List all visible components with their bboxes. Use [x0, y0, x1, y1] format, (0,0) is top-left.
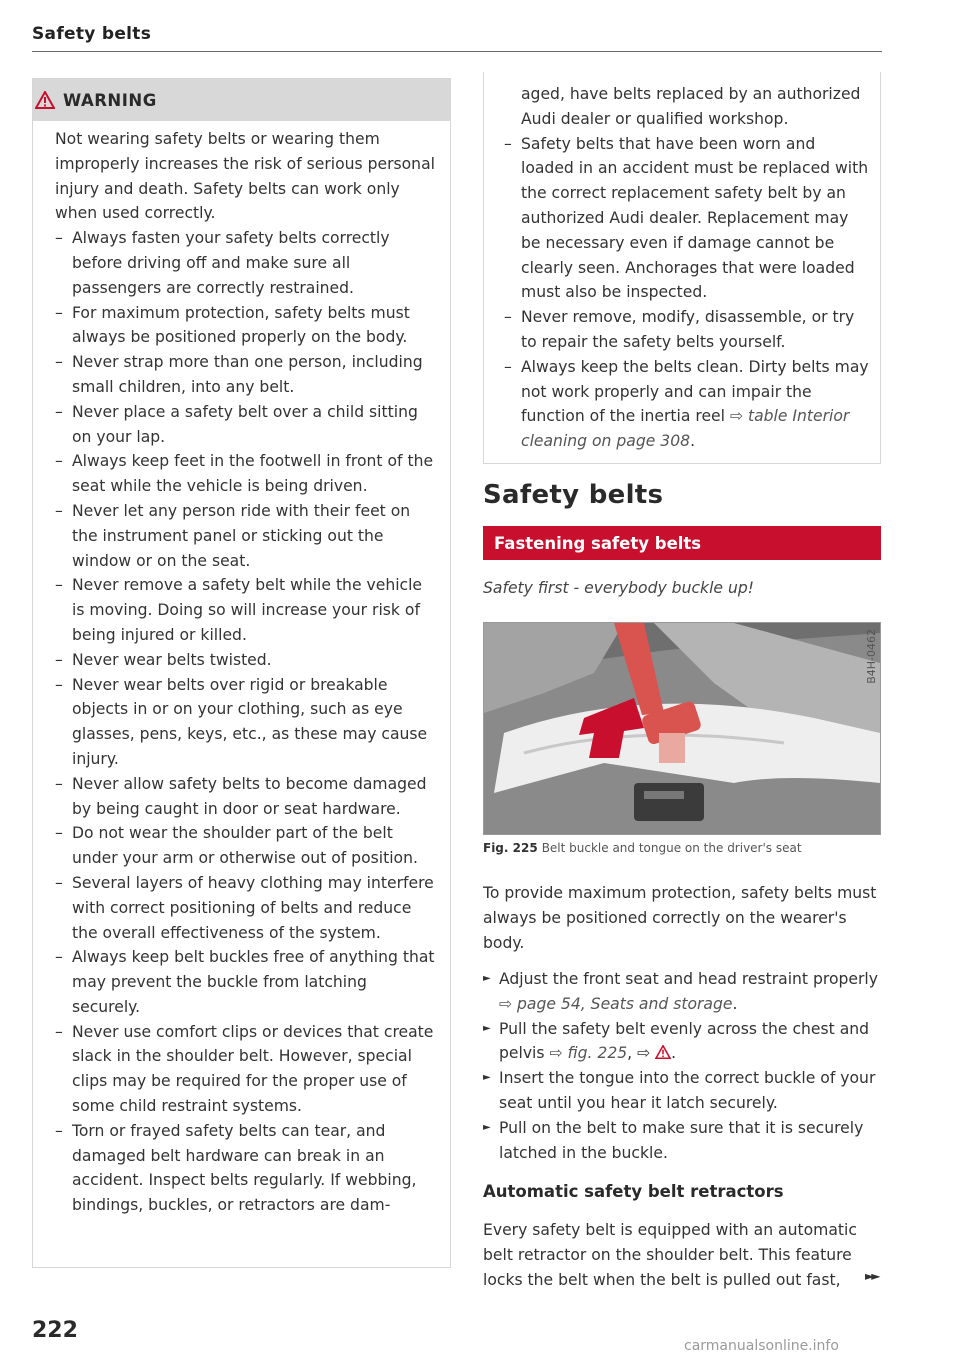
warning-item: – Never use comfort clips or devices that create slack in the shoulder belt. However, special clips may be required for the proper use of some child restraint systems.: [55, 1020, 438, 1119]
warning-item: – Always keep feet in the footwell in front of the seat while the vehicle is being driven.: [55, 449, 438, 499]
warning-item: – Always fasten your safety belts correctly before driving off and make sure all passengers are correctly restrained.: [55, 226, 438, 300]
step-item: ► Pull on the belt to make sure that it is securely latched in the buckle.: [483, 1116, 883, 1166]
cleaning-table-link[interactable]: ⇨ table Interior cleaning on page 308: [521, 407, 850, 451]
paragraph-text: Every safety belt is equipped with an automatic belt retractor on the shoulder belt. This feature locks the belt when the belt is pulled out fast,: [483, 1221, 857, 1289]
subsection-banner: Fastening safety belts: [483, 526, 881, 560]
belt-buckle-illustration: [484, 623, 880, 834]
figure-link[interactable]: ⇨ fig. 225: [549, 1044, 628, 1063]
watermark: carmanualsonline.info: [684, 1338, 839, 1354]
punctuation: , ⇨: [627, 1044, 651, 1063]
warning-item: – Always keep belt buckles free of anything that may prevent the buckle from latching securely.: [55, 945, 438, 1019]
warning-item: – Never place a safety belt over a child sitting on your lap.: [55, 400, 438, 450]
section-title: Safety belts: [483, 480, 664, 510]
step-text: Pull the safety belt evenly across the chest and pelvis: [499, 1019, 870, 1063]
warning-item: – For maximum protection, safety belts must always be positioned properly on the body.: [55, 301, 438, 351]
warning-ref-icon[interactable]: [655, 1045, 671, 1059]
warning-header: [33, 79, 450, 121]
warning-item-text: Always keep the belts clean. Dirty belts may not work properly and can impair the function of the inertia reel: [521, 357, 869, 426]
paragraph-text: To provide maximum protection, safety belts must always be positioned correctly on the wearer's body.: [483, 884, 877, 952]
warning-item: [504, 355, 870, 454]
warning-item: – Never wear belts twisted.: [55, 648, 438, 673]
warning-item: – Do not wear the shoulder part of the belt under your arm or otherwise out of position.: [55, 821, 438, 871]
punctuation: .: [690, 432, 696, 451]
warning-item: – Safety belts that have been worn and loaded in an accident must be replaced with the correct replacement safety belt by an authorized Audi dealer. Replacement may be necessary even if damage cannot be clearly seen. Anchorages that were loaded must also be inspected.: [504, 132, 870, 306]
figure-caption: [483, 841, 802, 855]
steps-list: [483, 967, 883, 1165]
intro-paragraph: [483, 881, 883, 955]
warning-triangle-icon: [35, 91, 55, 109]
warning-item: – Never remove, modify, disassemble, or try to repair the safety belts yourself.: [504, 305, 870, 355]
warning-list: [55, 226, 438, 1218]
warning-item: – Torn or frayed safety belts can tear, and damaged belt hardware can break in an accident. Inspect belts regularly. If webbing, bindings, buckles, or retractors are dam-: [55, 1119, 438, 1218]
warning-item: – Never wear belts over rigid or breakable objects in or on your clothing, such as eye glasses, pens, keys, etc., as these may cause injury.: [55, 673, 438, 772]
punctuation: .: [671, 1044, 677, 1063]
step-item: ► Insert the tongue into the correct buckle of your seat until you hear it latch securely.: [483, 1066, 883, 1116]
warning-item: – Several layers of heavy clothing may interfere with correct positioning of belts and reduce the overall effectiveness of the system.: [55, 871, 438, 945]
figure-belt-buckle: [483, 622, 881, 835]
seats-page-link[interactable]: ⇨ page 54, Seats and storage: [499, 994, 733, 1013]
warning-item: – Never allow safety belts to become damaged by being caught in door or seat hardware.: [55, 772, 438, 822]
subsection-tagline: Safety first - everybody buckle up!: [483, 579, 754, 597]
warning-continued-box: [483, 72, 881, 464]
warning-item: – Never remove a safety belt while the vehicle is moving. Doing so will increase your risk of being injured or killed.: [55, 573, 438, 647]
continue-arrow-icon: ►►: [865, 1269, 878, 1283]
page-number: 222: [32, 1318, 78, 1343]
figure-caption-text: Belt buckle and tongue on the driver's seat: [541, 841, 802, 855]
figure-caption-label: Fig. 225: [483, 841, 538, 855]
warning-intro: Not wearing safety belts or wearing them improperly increases the risk of serious personal injury and death. Safety belts can work only when used correctly.: [55, 130, 435, 223]
warning-item: – Never let any person ride with their feet on the instrument panel or sticking out the window or on the seat.: [55, 499, 438, 573]
warning-title: WARNING: [63, 90, 157, 110]
warning-box: [32, 78, 451, 1268]
warning-body: [33, 121, 450, 1218]
page-header-title: Safety belts: [32, 24, 152, 44]
warning-continued-list: [504, 132, 870, 454]
automatic-retractors-text: [483, 1218, 858, 1292]
punctuation: .: [732, 994, 738, 1013]
step-item: [483, 1017, 883, 1067]
steps-block: [483, 967, 883, 1165]
automatic-retractors-heading: Automatic safety belt retractors: [483, 1182, 784, 1201]
warning-item: – Never strap more than one person, including small children, into any belt.: [55, 350, 438, 400]
step-item: [483, 967, 883, 1017]
warning-continued-text: aged, have belts replaced by an authorized Audi dealer or qualified workshop.: [521, 85, 861, 128]
step-text: Adjust the front seat and head restraint properly: [499, 970, 878, 988]
figure-code: B4H-0462: [865, 629, 878, 684]
header-divider: [32, 51, 882, 52]
